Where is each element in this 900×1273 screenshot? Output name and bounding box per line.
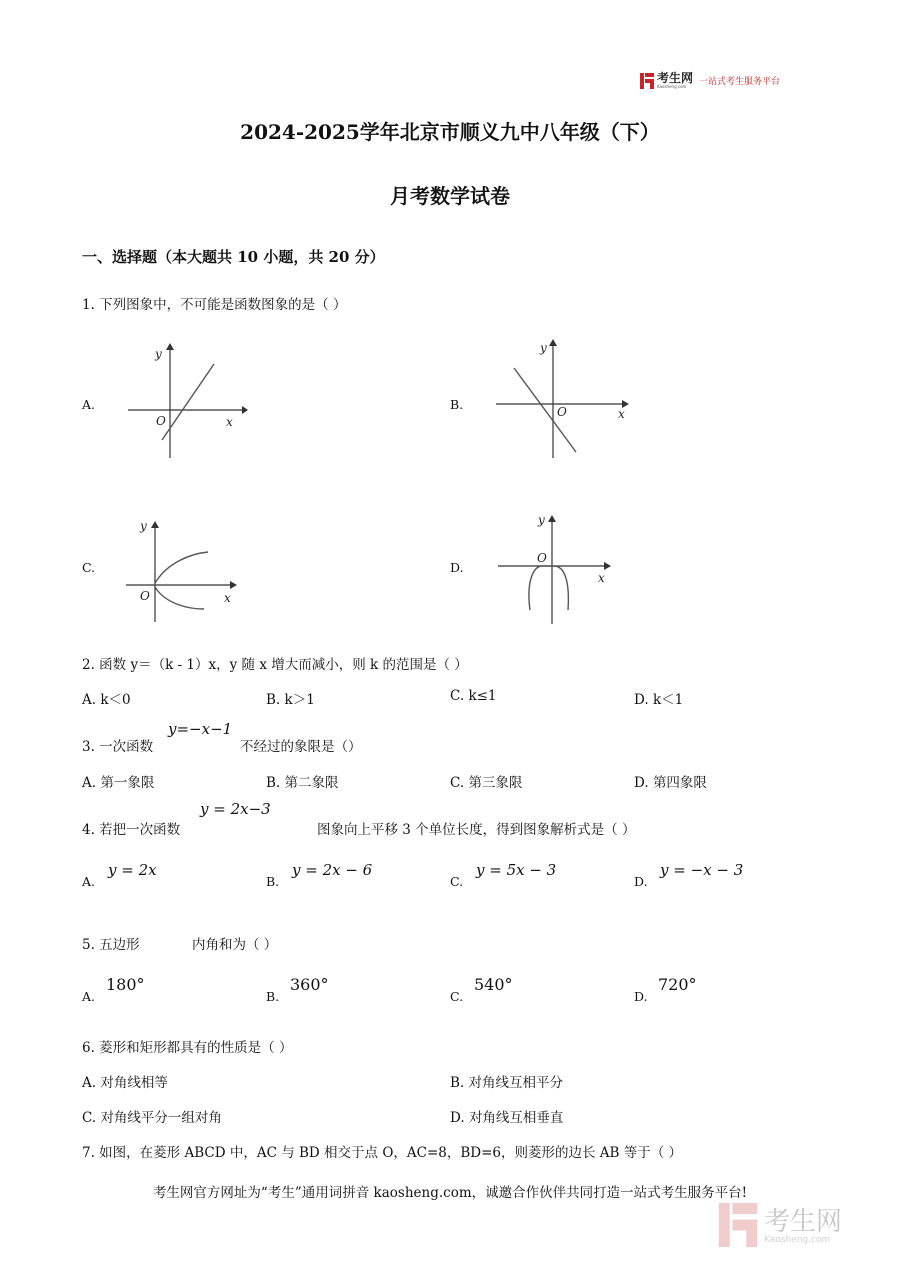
q6-option-c-text: 对角线平分一组对角 xyxy=(100,1110,222,1126)
q3-option-c-label: C. xyxy=(450,775,465,791)
q1-d-x-label: x xyxy=(598,571,605,585)
q1-a-y-label: y xyxy=(155,347,162,361)
q6-option-d xyxy=(450,1106,563,1126)
q1-label-c: C. xyxy=(82,560,96,575)
q3-option-d-label: D. xyxy=(634,775,649,791)
q2-stem: 2. 函数 y＝（k - 1）x，y 随 x 增大而减小，则 k 的范围是（ ） xyxy=(82,657,468,673)
q1-d-origin-label: O xyxy=(537,551,547,565)
q2-option-d xyxy=(634,688,683,708)
q1-a-x-label: x xyxy=(226,415,233,429)
header-logo xyxy=(640,72,780,89)
q2-option-c xyxy=(450,688,497,704)
q6-option-a-text: 对角线相等 xyxy=(100,1075,168,1091)
q3-option-c-text: 第三象限 xyxy=(468,775,523,791)
q4-option-b-text: y = 2x − 6 xyxy=(292,861,373,879)
q1-graph-d xyxy=(492,510,617,628)
q1-label-d: D. xyxy=(450,560,464,575)
q7-stem: 7. 如图，在菱形 ABCD 中，AC 与 BD 相交于点 O，AC=8，BD=6，则菱形的边长 AB 等于（ ） xyxy=(82,1145,683,1161)
q3-option-a-label: A. xyxy=(82,775,97,791)
kaosheng-logo-icon xyxy=(640,73,654,89)
q3-option-d-text: 第四象限 xyxy=(652,775,707,791)
q1-b-origin-label: O xyxy=(557,405,567,419)
logo-slogan: 一站式考生服务平台 xyxy=(699,77,781,87)
q6-option-c xyxy=(82,1106,222,1126)
q4-stem-pre: 4. 若把一次函数 xyxy=(82,822,181,838)
q4-option-c-label: C. xyxy=(450,874,464,889)
q5-stem-pre: 5. 五边形 xyxy=(82,937,140,953)
q6-option-a-label: A. xyxy=(82,1075,97,1091)
logo-name: 考生网 xyxy=(657,71,694,85)
q4-option-a-text: y = 2x xyxy=(108,861,157,879)
q3-option-c xyxy=(450,771,522,791)
q2-option-a-label: A. xyxy=(82,692,97,708)
q6-option-d-label: D. xyxy=(450,1110,465,1126)
q5-option-c-label: C. xyxy=(450,989,464,1004)
q2-option-d-text: k＜1 xyxy=(652,692,684,708)
q5-option-a-label: A. xyxy=(82,989,96,1004)
q4-option-c-text: y = 5x − 3 xyxy=(476,861,557,879)
q6-option-b xyxy=(450,1071,563,1091)
q2-option-d-label: D. xyxy=(634,692,649,708)
q6-option-c-label: C. xyxy=(82,1110,97,1126)
q1-c-x-label: x xyxy=(224,591,231,605)
q6-option-d-text: 对角线互相垂直 xyxy=(468,1110,564,1126)
q1-d-y-label: y xyxy=(538,513,545,527)
q1-c-y-label: y xyxy=(140,519,147,533)
q2-option-b xyxy=(266,688,315,708)
q3-option-b-label: B. xyxy=(266,775,281,791)
q6-option-b-label: B. xyxy=(450,1075,465,1091)
q5-option-b-text: 360° xyxy=(290,975,329,994)
q4-stem-post: 图象向上平移 3 个单位长度，得到图象解析式是（ ） xyxy=(317,822,636,838)
q3-option-d xyxy=(634,771,707,791)
q4-option-d-label: D. xyxy=(634,874,648,889)
q4-option-b-label: B. xyxy=(266,874,280,889)
logo-sub: Kaosheng.com xyxy=(657,84,687,89)
q2-option-b-label: B. xyxy=(266,692,281,708)
q5-option-a-text: 180° xyxy=(106,975,145,994)
q1-graph-b xyxy=(490,334,635,464)
footer-notice: 考生网官方网址为“考生”通用词拼音 kaosheng.com，诚邀合作伙伴共同打造一站式考生服务平台! xyxy=(152,1185,748,1201)
q5-option-d-text: 720° xyxy=(658,975,697,994)
q6-stem: 6. 菱形和矩形都具有的性质是（ ） xyxy=(82,1040,293,1056)
q1-label-b: B. xyxy=(450,397,464,412)
q1-a-origin-label: O xyxy=(156,414,166,428)
q1-label-a: A. xyxy=(82,397,96,412)
q3-stem-post: 不经过的象限是（） xyxy=(240,739,362,755)
q5-option-d-label: D. xyxy=(634,989,648,1004)
q3-option-a xyxy=(82,771,154,791)
q5-option-b-label: B. xyxy=(266,989,280,1004)
q3-option-b xyxy=(266,771,339,791)
q1-c-origin-label: O xyxy=(140,589,150,603)
q2-option-a-text: k＜0 xyxy=(100,692,131,708)
q3-formula: y=−x−1 xyxy=(168,720,233,738)
q2-option-c-label: C. xyxy=(450,688,465,704)
q3-option-b-text: 第二象限 xyxy=(284,775,339,791)
q3-option-a-text: 第一象限 xyxy=(100,775,155,791)
q1-graph-a xyxy=(120,336,250,466)
q2-option-a xyxy=(82,688,131,708)
watermark-name: 考生网 xyxy=(764,1207,843,1237)
q5-stem-post: 内角和为（ ） xyxy=(192,937,278,953)
q4-option-d-text: y = −x − 3 xyxy=(660,861,744,879)
q6-option-a xyxy=(82,1071,168,1091)
q2-option-c-text: k≤1 xyxy=(468,688,497,704)
watermark-sub: Kaosheng.com xyxy=(764,1235,831,1245)
q4-formula: y = 2x−3 xyxy=(200,800,271,818)
q2-option-b-text: k＞1 xyxy=(284,692,315,708)
q1-graph-c xyxy=(122,514,247,626)
section-heading: 一、选择题（本大题共 10 小题，共 20 分） xyxy=(82,248,385,266)
q5-option-c-text: 540° xyxy=(474,975,513,994)
watermark xyxy=(718,1203,842,1251)
page-title-line1: 2024-2025学年北京市顺义九中八年级（下） xyxy=(240,120,660,144)
q1-b-x-label: x xyxy=(618,407,625,421)
q1-stem: 1. 下列图象中，不可能是函数图象的是（ ） xyxy=(82,297,347,313)
q1-b-y-label: y xyxy=(540,341,547,355)
q4-option-a-label: A. xyxy=(82,874,96,889)
page-title-line2: 月考数学试卷 xyxy=(390,184,510,208)
watermark-logo-icon xyxy=(718,1203,758,1251)
q3-stem-pre: 3. 一次函数 xyxy=(82,739,154,755)
q6-option-b-text: 对角线互相平分 xyxy=(468,1075,564,1091)
